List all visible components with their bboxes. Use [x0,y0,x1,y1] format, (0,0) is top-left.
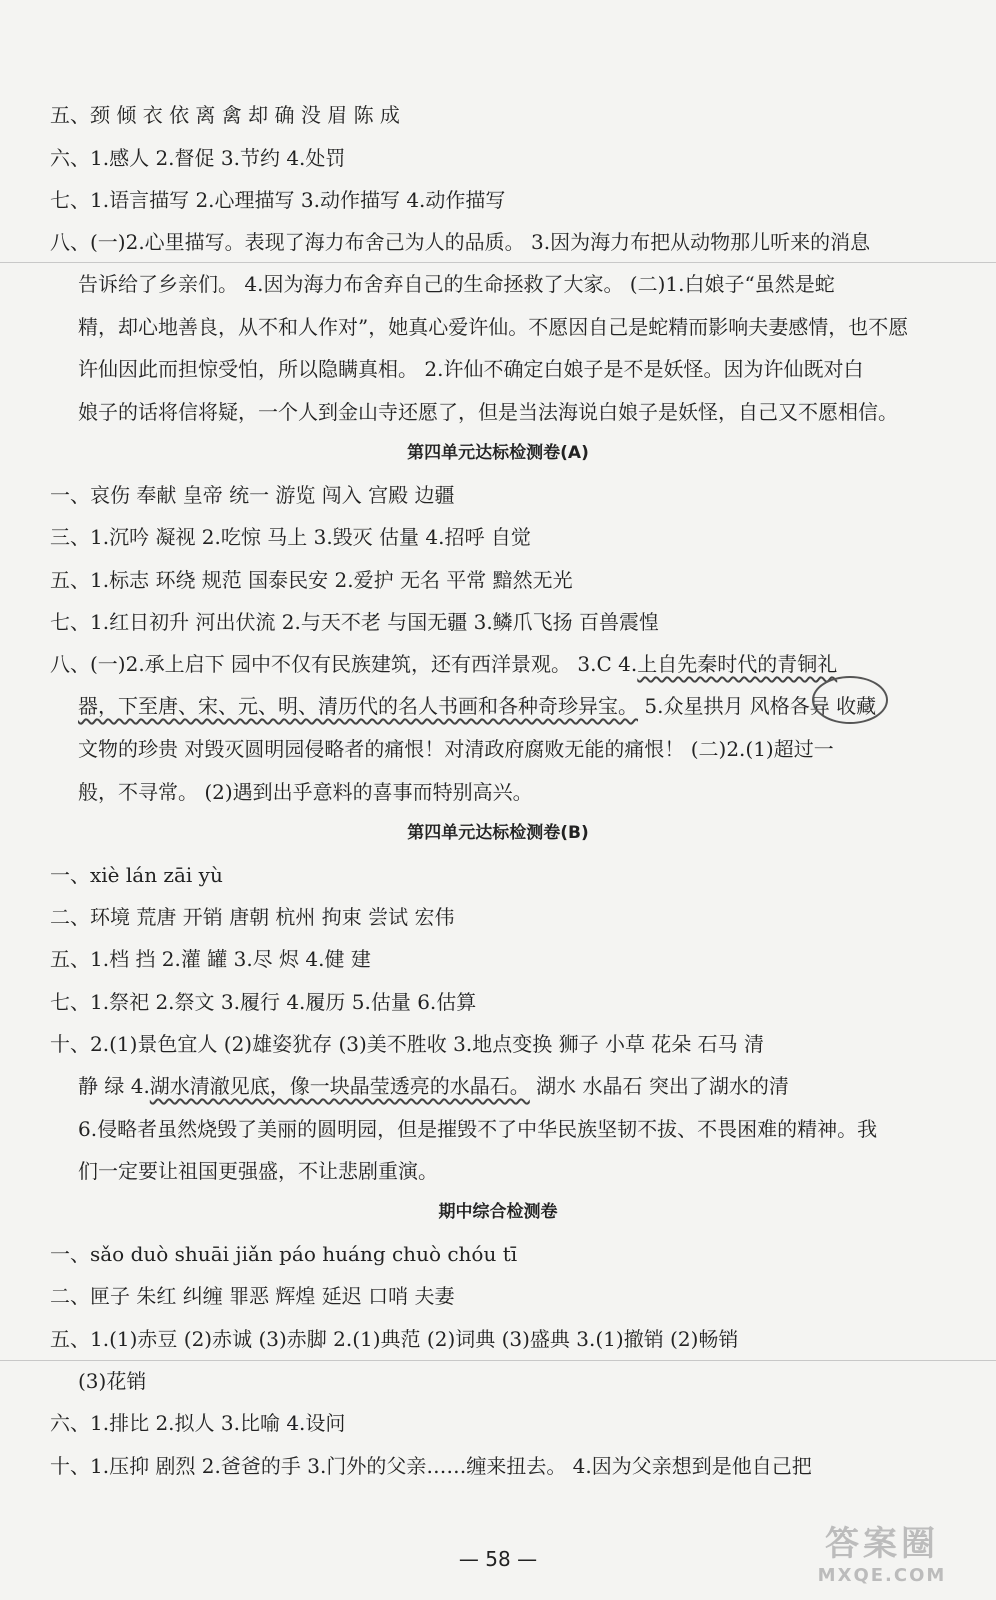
answer-line: 五、1.档 挡 2.灌 罐 3.尽 烬 4.健 建 [50,947,371,971]
answer-line: (3)花销 [78,1369,147,1393]
answer-line: 五、1.标志 环绕 规范 国泰民安 2.爱护 无名 平常 黯然无光 [50,568,573,592]
answer-line: 六、1.排比 2.拟人 3.比喻 4.设问 [50,1411,346,1435]
answer-line: 七、1.祭祀 2.祭文 3.履行 4.履历 5.估量 6.估算 [50,990,477,1014]
site-watermark [792,1516,972,1586]
watermark-logo-text: 答案圈 [825,1524,939,1564]
answer-line: 五、1.(1)赤豆 (2)赤诚 (3)赤脚 2.(1)典范 (2)词典 (3)盛典 3.(1)撤销 (2)畅销 [50,1327,739,1351]
wavy-underlined-text: 湖水清澈见底，像一块晶莹透亮的水晶石。 [149,1074,530,1098]
scan-rule [0,1360,996,1361]
answer-text: 八、(一)2.承上启下 园中不仅有民族建筑，还有西洋景观。 3.C 4. [50,652,638,676]
answer-line: 娘子的话将信将疑，一个人到金山寺还愿了，但是当法海说白娘子是妖怪，自己又不愿相信。 [78,400,898,424]
wavy-underlined-text: 器，下至唐、宋、元、明、清历代的名人书画和各种奇珍异宝。 [78,694,638,718]
wavy-underlined-text: 上自先秦时代的青铜礼 [637,652,838,676]
answer-line: 三、1.沉吟 凝视 2.吃惊 马上 3.毁灭 估量 4.招呼 自觉 [50,525,531,549]
answer-line [50,651,960,677]
answer-line: 八、(一)2.心里描写。表现了海力布舍己为人的品质。 3.因为海力布把从动物那儿听来的消息 [50,230,871,254]
answer-line: 许仙因此而担惊受怕，所以隐瞒真相。 2.许仙不确定白娘子是不是妖怪。因为许仙既对白 [78,357,864,381]
section-heading: 第四单元达标检测卷(B) [407,823,589,843]
watermark-url: MXQE.COM [817,1565,947,1586]
answer-text: 湖水 水晶石 突出了湖水的清 [529,1074,789,1098]
answer-line: 们一定要让祖国更强盛，不让悲剧重演。 [78,1159,438,1183]
answer-line: 般，不寻常。 (2)遇到出乎意料的喜事而特别高兴。 [78,780,533,804]
answer-line: 六、1.感人 2.督促 3.节约 4.处罚 [50,146,346,170]
answer-line: 文物的珍贵 对毁灭圆明园侵略者的痛恨！对清政府腐败无能的痛恨！ (二)2.(1)超过一 [78,737,834,761]
answer-line: 七、1.语言描写 2.心理描写 3.动作描写 4.动作描写 [50,188,506,212]
answer-text: 静 绿 4. [78,1074,150,1098]
answer-line: 6.侵略者虽然烧毁了美丽的圆明园，但是摧毁不了中华民族坚韧不拔、不畏困难的精神。我 [78,1117,878,1141]
answer-line: 十、1.压抑 剧烈 2.爸爸的手 3.门外的父亲……缠来扭去。 4.因为父亲想到是他自己把 [50,1454,812,1478]
section-heading: 第四单元达标检测卷(A) [407,443,589,463]
answer-line: 二、环境 荒唐 开销 唐朝 杭州 拘束 尝试 宏伟 [50,905,455,929]
answer-line: 五、颈 倾 衣 依 离 禽 却 确 没 眉 陈 成 [50,103,400,127]
answer-line: 一、sǎo duò shuāi jiǎn páo huáng chuò chóu tī [50,1242,518,1266]
answer-line [78,1073,988,1099]
answer-line: 十、2.(1)景色宜人 (2)雄姿犹存 (3)美不胜收 3.地点变换 狮子 小草 花朵 石马 清 [50,1032,765,1056]
stamp-mark [812,676,888,724]
answer-line: 二、匣子 朱红 纠缠 罪恶 辉煌 延迟 口哨 夫妻 [50,1284,455,1308]
scan-rule [0,262,996,263]
answer-text: 5.众星拱月 风格各异 收藏 [638,694,877,718]
answer-line: 一、哀伤 奉献 皇帝 统一 游览 闯入 宫殿 边疆 [50,483,455,507]
answer-line: 一、xiè lán zāi yù [50,863,223,887]
page-number: — 58 — [458,1547,538,1571]
answer-line: 精，却心地善良，从不和人作对”，她真心爱许仙。不愿因自己是蛇精而影响夫妻感情，也不愿 [78,315,909,339]
answer-line: 告诉给了乡亲们。 4.因为海力布舍弃自己的生命拯救了大家。 (二)1.白娘子“虽然是蛇 [78,272,835,296]
answer-line: 七、1.红日初升 河出伏流 2.与天不老 与国无疆 3.鳞爪飞扬 百兽震惶 [50,610,660,634]
section-heading: 期中综合检测卷 [438,1202,558,1222]
